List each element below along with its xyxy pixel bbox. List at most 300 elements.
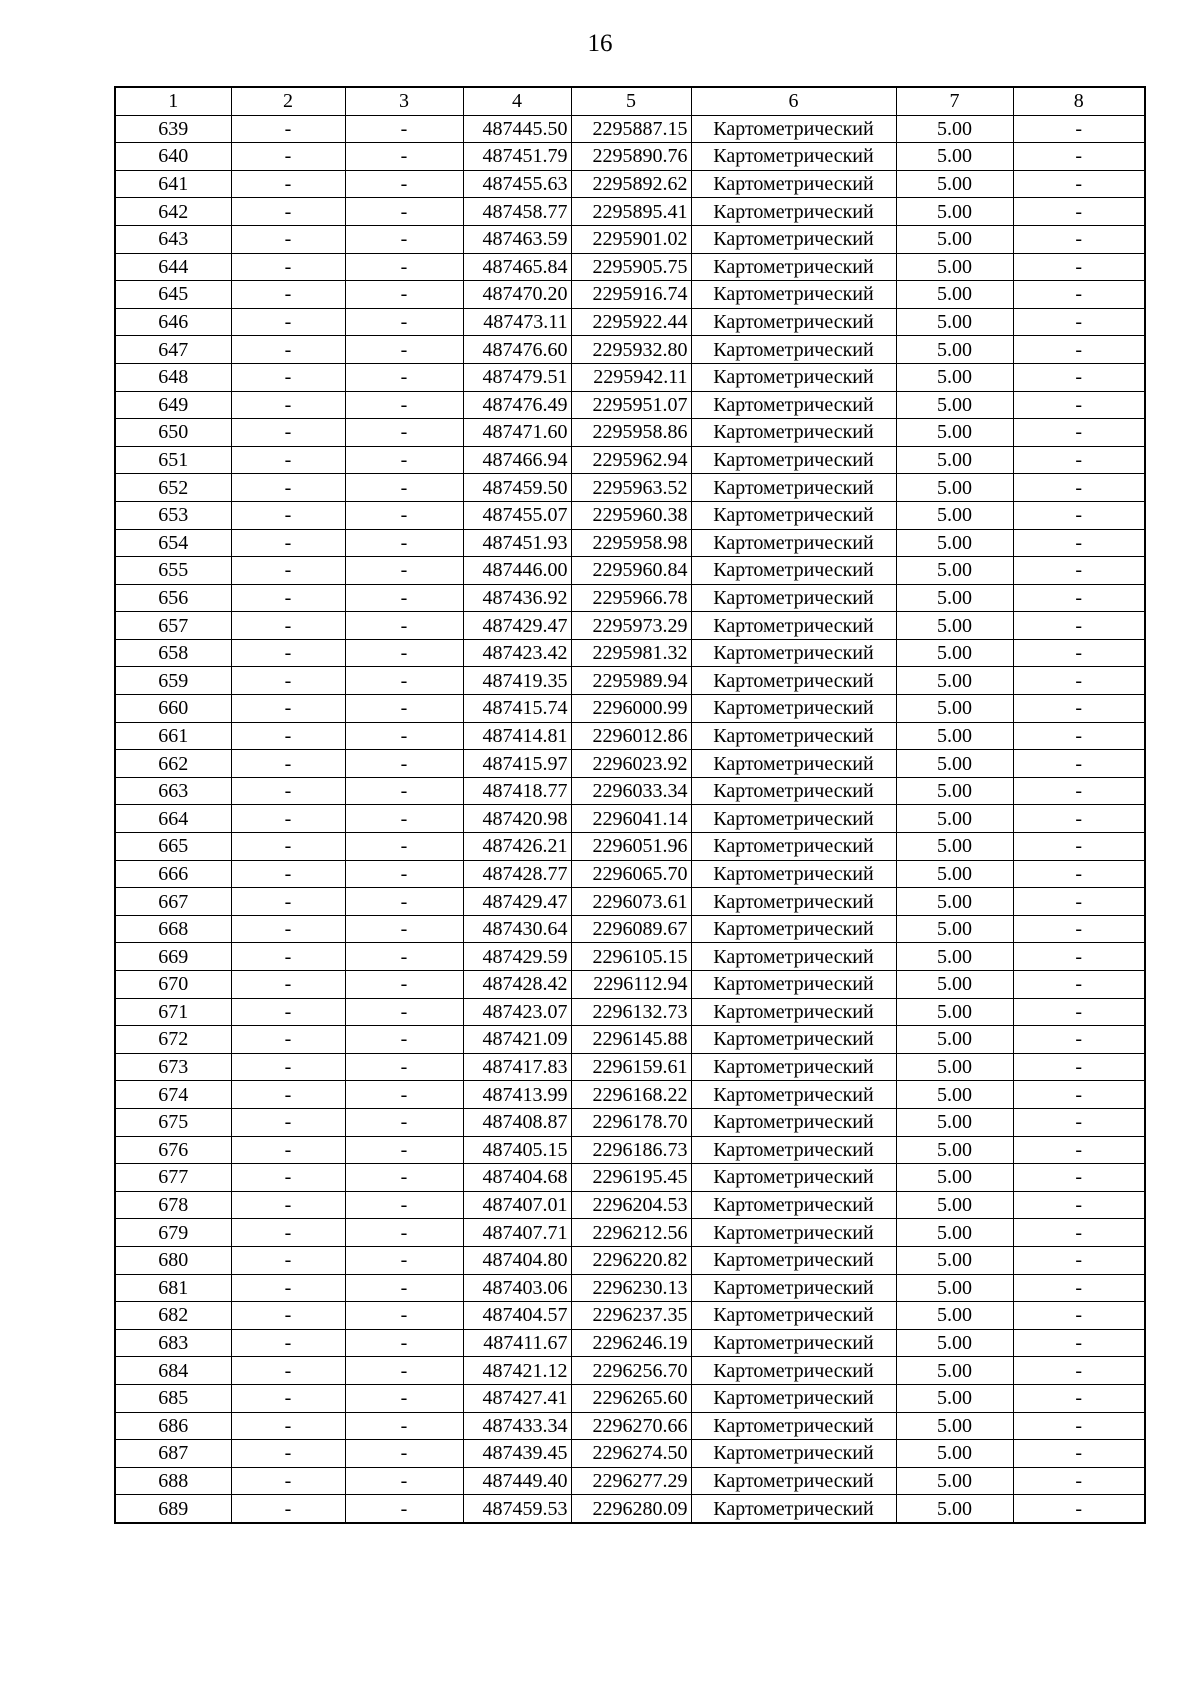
col8-cell: - [1013, 529, 1145, 557]
y-coordinate-cell: 2295942.11 [571, 363, 691, 391]
col8-cell: - [1013, 943, 1145, 971]
x-coordinate-cell: 487471.60 [463, 419, 571, 447]
col8-cell: - [1013, 805, 1145, 833]
accuracy-cell: 5.00 [896, 1136, 1013, 1164]
point-number-cell: 663 [115, 777, 231, 805]
table-row [115, 1274, 1145, 1302]
y-coordinate-cell: 2295966.78 [571, 584, 691, 612]
point-number-cell: 658 [115, 639, 231, 667]
y-coordinate-cell: 2296270.66 [571, 1412, 691, 1440]
method-cell: Картометрический [691, 971, 896, 999]
y-coordinate-cell: 2295981.32 [571, 639, 691, 667]
point-number-cell: 648 [115, 363, 231, 391]
point-number-cell: 683 [115, 1329, 231, 1357]
accuracy-cell: 5.00 [896, 888, 1013, 916]
col8-cell: - [1013, 1108, 1145, 1136]
accuracy-cell: 5.00 [896, 667, 1013, 695]
col8-cell: - [1013, 115, 1145, 143]
y-coordinate-cell: 2296178.70 [571, 1108, 691, 1136]
col3-cell: - [345, 1246, 463, 1274]
x-coordinate-cell: 487430.64 [463, 915, 571, 943]
table-row [115, 971, 1145, 999]
col8-cell: - [1013, 391, 1145, 419]
col3-cell: - [345, 308, 463, 336]
accuracy-cell: 5.00 [896, 308, 1013, 336]
method-cell: Картометрический [691, 860, 896, 888]
col3-cell: - [345, 584, 463, 612]
x-coordinate-cell: 487413.99 [463, 1081, 571, 1109]
col2-cell: - [231, 391, 345, 419]
table-row [115, 998, 1145, 1026]
col3-cell: - [345, 750, 463, 778]
x-coordinate-cell: 487414.81 [463, 722, 571, 750]
x-coordinate-cell: 487445.50 [463, 115, 571, 143]
point-number-cell: 674 [115, 1081, 231, 1109]
col8-cell: - [1013, 1467, 1145, 1495]
point-number-cell: 659 [115, 667, 231, 695]
table-row [115, 1219, 1145, 1247]
column-header: 4 [463, 87, 571, 115]
y-coordinate-cell: 2296041.14 [571, 805, 691, 833]
y-coordinate-cell: 2296065.70 [571, 860, 691, 888]
col3-cell: - [345, 1274, 463, 1302]
point-number-cell: 676 [115, 1136, 231, 1164]
accuracy-cell: 5.00 [896, 474, 1013, 502]
col8-cell: - [1013, 722, 1145, 750]
table-row [115, 391, 1145, 419]
method-cell: Картометрический [691, 225, 896, 253]
x-coordinate-cell: 487436.92 [463, 584, 571, 612]
point-number-cell: 661 [115, 722, 231, 750]
x-coordinate-cell: 487439.45 [463, 1440, 571, 1468]
point-number-cell: 664 [115, 805, 231, 833]
method-cell: Картометрический [691, 529, 896, 557]
accuracy-cell: 5.00 [896, 1081, 1013, 1109]
accuracy-cell: 5.00 [896, 170, 1013, 198]
accuracy-cell: 5.00 [896, 225, 1013, 253]
col2-cell: - [231, 557, 345, 585]
accuracy-cell: 5.00 [896, 1246, 1013, 1274]
x-coordinate-cell: 487404.57 [463, 1302, 571, 1330]
method-cell: Картометрический [691, 943, 896, 971]
accuracy-cell: 5.00 [896, 1357, 1013, 1385]
col8-cell: - [1013, 1246, 1145, 1274]
method-cell: Картометрический [691, 805, 896, 833]
column-header: 7 [896, 87, 1013, 115]
point-number-cell: 655 [115, 557, 231, 585]
point-number-cell: 672 [115, 1026, 231, 1054]
x-coordinate-cell: 487479.51 [463, 363, 571, 391]
col2-cell: - [231, 474, 345, 502]
accuracy-cell: 5.00 [896, 501, 1013, 529]
col3-cell: - [345, 529, 463, 557]
x-coordinate-cell: 487415.97 [463, 750, 571, 778]
point-number-cell: 671 [115, 998, 231, 1026]
x-coordinate-cell: 487421.12 [463, 1357, 571, 1385]
col2-cell: - [231, 667, 345, 695]
col8-cell: - [1013, 1329, 1145, 1357]
point-number-cell: 657 [115, 612, 231, 640]
col8-cell: - [1013, 1053, 1145, 1081]
x-coordinate-cell: 487415.74 [463, 695, 571, 723]
point-number-cell: 662 [115, 750, 231, 778]
x-coordinate-cell: 487470.20 [463, 281, 571, 309]
col8-cell: - [1013, 557, 1145, 585]
col2-cell: - [231, 1412, 345, 1440]
y-coordinate-cell: 2296274.50 [571, 1440, 691, 1468]
column-header: 2 [231, 87, 345, 115]
method-cell: Картометрический [691, 1108, 896, 1136]
col8-cell: - [1013, 253, 1145, 281]
col2-cell: - [231, 1053, 345, 1081]
col8-cell: - [1013, 336, 1145, 364]
point-number-cell: 656 [115, 584, 231, 612]
method-cell: Картометрический [691, 722, 896, 750]
point-number-cell: 684 [115, 1357, 231, 1385]
y-coordinate-cell: 2296132.73 [571, 998, 691, 1026]
point-number-cell: 639 [115, 115, 231, 143]
method-cell: Картометрический [691, 115, 896, 143]
accuracy-cell: 5.00 [896, 1026, 1013, 1054]
y-coordinate-cell: 2295973.29 [571, 612, 691, 640]
x-coordinate-cell: 487404.68 [463, 1164, 571, 1192]
y-coordinate-cell: 2295960.84 [571, 557, 691, 585]
col3-cell: - [345, 1384, 463, 1412]
col8-cell: - [1013, 1026, 1145, 1054]
x-coordinate-cell: 487423.07 [463, 998, 571, 1026]
point-number-cell: 682 [115, 1302, 231, 1330]
col3-cell: - [345, 1191, 463, 1219]
col3-cell: - [345, 639, 463, 667]
col3-cell: - [345, 198, 463, 226]
x-coordinate-cell: 487476.49 [463, 391, 571, 419]
y-coordinate-cell: 2296012.86 [571, 722, 691, 750]
method-cell: Картометрический [691, 446, 896, 474]
accuracy-cell: 5.00 [896, 584, 1013, 612]
col3-cell: - [345, 943, 463, 971]
col3-cell: - [345, 143, 463, 171]
y-coordinate-cell: 2296145.88 [571, 1026, 691, 1054]
accuracy-cell: 5.00 [896, 860, 1013, 888]
y-coordinate-cell: 2296023.92 [571, 750, 691, 778]
col3-cell: - [345, 1495, 463, 1523]
col8-cell: - [1013, 1384, 1145, 1412]
accuracy-cell: 5.00 [896, 143, 1013, 171]
point-number-cell: 688 [115, 1467, 231, 1495]
column-header: 5 [571, 87, 691, 115]
accuracy-cell: 5.00 [896, 253, 1013, 281]
accuracy-cell: 5.00 [896, 557, 1013, 585]
y-coordinate-cell: 2295963.52 [571, 474, 691, 502]
point-number-cell: 650 [115, 419, 231, 447]
accuracy-cell: 5.00 [896, 695, 1013, 723]
point-number-cell: 677 [115, 1164, 231, 1192]
method-cell: Картометрический [691, 419, 896, 447]
col3-cell: - [345, 915, 463, 943]
point-number-cell: 689 [115, 1495, 231, 1523]
col2-cell: - [231, 1164, 345, 1192]
table-row [115, 750, 1145, 778]
method-cell: Картометрический [691, 501, 896, 529]
point-number-cell: 679 [115, 1219, 231, 1247]
method-cell: Картометрический [691, 1329, 896, 1357]
x-coordinate-cell: 487433.34 [463, 1412, 571, 1440]
column-header: 6 [691, 87, 896, 115]
x-coordinate-cell: 487426.21 [463, 833, 571, 861]
col3-cell: - [345, 1164, 463, 1192]
point-number-cell: 680 [115, 1246, 231, 1274]
col3-cell: - [345, 667, 463, 695]
col8-cell: - [1013, 1164, 1145, 1192]
col2-cell: - [231, 446, 345, 474]
col2-cell: - [231, 501, 345, 529]
col2-cell: - [231, 1136, 345, 1164]
x-coordinate-cell: 487419.35 [463, 667, 571, 695]
col3-cell: - [345, 170, 463, 198]
col3-cell: - [345, 474, 463, 502]
x-coordinate-cell: 487429.47 [463, 612, 571, 640]
point-number-cell: 642 [115, 198, 231, 226]
point-number-cell: 668 [115, 915, 231, 943]
y-coordinate-cell: 2295958.86 [571, 419, 691, 447]
accuracy-cell: 5.00 [896, 1108, 1013, 1136]
col2-cell: - [231, 1440, 345, 1468]
point-number-cell: 675 [115, 1108, 231, 1136]
x-coordinate-cell: 487473.11 [463, 308, 571, 336]
col2-cell: - [231, 198, 345, 226]
method-cell: Картометрический [691, 695, 896, 723]
x-coordinate-cell: 487429.47 [463, 888, 571, 916]
table-row [115, 1191, 1145, 1219]
table-row [115, 143, 1145, 171]
table-row [115, 115, 1145, 143]
y-coordinate-cell: 2295892.62 [571, 170, 691, 198]
method-cell: Картометрический [691, 612, 896, 640]
y-coordinate-cell: 2296204.53 [571, 1191, 691, 1219]
accuracy-cell: 5.00 [896, 998, 1013, 1026]
method-cell: Картометрический [691, 336, 896, 364]
y-coordinate-cell: 2296186.73 [571, 1136, 691, 1164]
col3-cell: - [345, 253, 463, 281]
x-coordinate-cell: 487465.84 [463, 253, 571, 281]
col2-cell: - [231, 419, 345, 447]
method-cell: Картометрический [691, 1274, 896, 1302]
x-coordinate-cell: 487459.50 [463, 474, 571, 502]
table-row [115, 308, 1145, 336]
y-coordinate-cell: 2296089.67 [571, 915, 691, 943]
accuracy-cell: 5.00 [896, 1412, 1013, 1440]
table-row [115, 1440, 1145, 1468]
col2-cell: - [231, 888, 345, 916]
col8-cell: - [1013, 695, 1145, 723]
y-coordinate-cell: 2295932.80 [571, 336, 691, 364]
col8-cell: - [1013, 474, 1145, 502]
y-coordinate-cell: 2296265.60 [571, 1384, 691, 1412]
point-number-cell: 667 [115, 888, 231, 916]
y-coordinate-cell: 2296000.99 [571, 695, 691, 723]
method-cell: Картометрический [691, 915, 896, 943]
method-cell: Картометрический [691, 1412, 896, 1440]
method-cell: Картометрический [691, 363, 896, 391]
accuracy-cell: 5.00 [896, 1384, 1013, 1412]
col2-cell: - [231, 1495, 345, 1523]
accuracy-cell: 5.00 [896, 1191, 1013, 1219]
x-coordinate-cell: 487455.07 [463, 501, 571, 529]
table-row [115, 1026, 1145, 1054]
accuracy-cell: 5.00 [896, 115, 1013, 143]
col2-cell: - [231, 998, 345, 1026]
y-coordinate-cell: 2295905.75 [571, 253, 691, 281]
table-row [115, 584, 1145, 612]
point-number-cell: 660 [115, 695, 231, 723]
y-coordinate-cell: 2296159.61 [571, 1053, 691, 1081]
table-row [115, 805, 1145, 833]
col8-cell: - [1013, 667, 1145, 695]
x-coordinate-cell: 487428.77 [463, 860, 571, 888]
col3-cell: - [345, 281, 463, 309]
table-row [115, 915, 1145, 943]
method-cell: Картометрический [691, 667, 896, 695]
y-coordinate-cell: 2296195.45 [571, 1164, 691, 1192]
col2-cell: - [231, 639, 345, 667]
table-row [115, 1329, 1145, 1357]
col2-cell: - [231, 1357, 345, 1385]
col8-cell: - [1013, 1302, 1145, 1330]
y-coordinate-cell: 2296230.13 [571, 1274, 691, 1302]
table-row [115, 833, 1145, 861]
point-number-cell: 647 [115, 336, 231, 364]
x-coordinate-cell: 487455.63 [463, 170, 571, 198]
column-header: 1 [115, 87, 231, 115]
col3-cell: - [345, 446, 463, 474]
accuracy-cell: 5.00 [896, 1302, 1013, 1330]
table-row [115, 860, 1145, 888]
method-cell: Картометрический [691, 143, 896, 171]
column-header: 8 [1013, 87, 1145, 115]
x-coordinate-cell: 487446.00 [463, 557, 571, 585]
col8-cell: - [1013, 1219, 1145, 1247]
method-cell: Картометрический [691, 1081, 896, 1109]
method-cell: Картометрический [691, 1219, 896, 1247]
point-number-cell: 687 [115, 1440, 231, 1468]
x-coordinate-cell: 487476.60 [463, 336, 571, 364]
point-number-cell: 681 [115, 1274, 231, 1302]
col2-cell: - [231, 1467, 345, 1495]
col3-cell: - [345, 363, 463, 391]
accuracy-cell: 5.00 [896, 1274, 1013, 1302]
col3-cell: - [345, 998, 463, 1026]
x-coordinate-cell: 487428.42 [463, 971, 571, 999]
y-coordinate-cell: 2295890.76 [571, 143, 691, 171]
method-cell: Картометрический [691, 198, 896, 226]
x-coordinate-cell: 487459.53 [463, 1495, 571, 1523]
col3-cell: - [345, 722, 463, 750]
col8-cell: - [1013, 1081, 1145, 1109]
table-row [115, 722, 1145, 750]
table-row [115, 336, 1145, 364]
col2-cell: - [231, 695, 345, 723]
y-coordinate-cell: 2296105.15 [571, 943, 691, 971]
accuracy-cell: 5.00 [896, 1164, 1013, 1192]
x-coordinate-cell: 487466.94 [463, 446, 571, 474]
col2-cell: - [231, 225, 345, 253]
col3-cell: - [345, 833, 463, 861]
method-cell: Картометрический [691, 584, 896, 612]
col3-cell: - [345, 1440, 463, 1468]
table-row [115, 639, 1145, 667]
x-coordinate-cell: 487451.93 [463, 529, 571, 557]
accuracy-cell: 5.00 [896, 612, 1013, 640]
x-coordinate-cell: 487405.15 [463, 1136, 571, 1164]
method-cell: Картометрический [691, 1026, 896, 1054]
y-coordinate-cell: 2296168.22 [571, 1081, 691, 1109]
x-coordinate-cell: 487407.01 [463, 1191, 571, 1219]
col3-cell: - [345, 1357, 463, 1385]
col8-cell: - [1013, 198, 1145, 226]
accuracy-cell: 5.00 [896, 805, 1013, 833]
table-row [115, 446, 1145, 474]
x-coordinate-cell: 487407.71 [463, 1219, 571, 1247]
method-cell: Картометрический [691, 833, 896, 861]
method-cell: Картометрический [691, 170, 896, 198]
table-row [115, 474, 1145, 502]
method-cell: Картометрический [691, 639, 896, 667]
col3-cell: - [345, 695, 463, 723]
col2-cell: - [231, 529, 345, 557]
col8-cell: - [1013, 446, 1145, 474]
col2-cell: - [231, 777, 345, 805]
accuracy-cell: 5.00 [896, 419, 1013, 447]
col2-cell: - [231, 170, 345, 198]
table-row [115, 1412, 1145, 1440]
accuracy-cell: 5.00 [896, 777, 1013, 805]
x-coordinate-cell: 487418.77 [463, 777, 571, 805]
point-number-cell: 685 [115, 1384, 231, 1412]
y-coordinate-cell: 2296051.96 [571, 833, 691, 861]
col8-cell: - [1013, 1274, 1145, 1302]
method-cell: Картометрический [691, 391, 896, 419]
x-coordinate-cell: 487427.41 [463, 1384, 571, 1412]
x-coordinate-cell: 487408.87 [463, 1108, 571, 1136]
accuracy-cell: 5.00 [896, 1440, 1013, 1468]
table-header-row [115, 87, 1145, 115]
col3-cell: - [345, 225, 463, 253]
col8-cell: - [1013, 1495, 1145, 1523]
col3-cell: - [345, 1026, 463, 1054]
y-coordinate-cell: 2295958.98 [571, 529, 691, 557]
col8-cell: - [1013, 584, 1145, 612]
point-number-cell: 678 [115, 1191, 231, 1219]
col3-cell: - [345, 777, 463, 805]
col3-cell: - [345, 1053, 463, 1081]
table-row [115, 888, 1145, 916]
col2-cell: - [231, 1274, 345, 1302]
col2-cell: - [231, 143, 345, 171]
col3-cell: - [345, 501, 463, 529]
col2-cell: - [231, 1026, 345, 1054]
col2-cell: - [231, 943, 345, 971]
col8-cell: - [1013, 612, 1145, 640]
x-coordinate-cell: 487403.06 [463, 1274, 571, 1302]
point-number-cell: 645 [115, 281, 231, 309]
point-number-cell: 686 [115, 1412, 231, 1440]
accuracy-cell: 5.00 [896, 529, 1013, 557]
col2-cell: - [231, 1246, 345, 1274]
col2-cell: - [231, 336, 345, 364]
accuracy-cell: 5.00 [896, 943, 1013, 971]
y-coordinate-cell: 2296280.09 [571, 1495, 691, 1523]
col8-cell: - [1013, 1191, 1145, 1219]
